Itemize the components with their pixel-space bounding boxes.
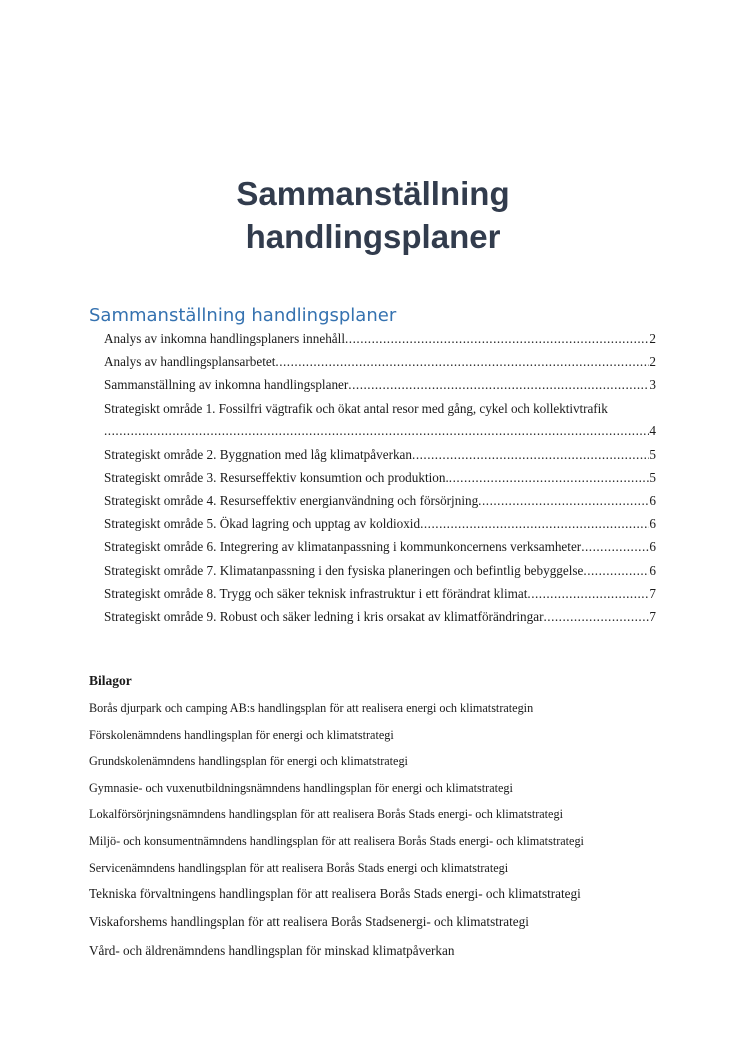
toc-leader-dots (348, 376, 649, 394)
toc-leader-dots (420, 515, 649, 533)
toc-entry-text: Strategiskt område 4. Resurseffektiv energianvändning och försörjning (104, 492, 479, 508)
toc-entry-page: 6 (649, 539, 656, 555)
toc-entry-page: 6 (649, 562, 656, 578)
page-title-line-2: handlingsplaner (245, 218, 501, 255)
toc-leader-dots (583, 562, 649, 580)
attachment-item: Förskolenämndens handlingsplan för energi och klimatstrategi (89, 727, 394, 742)
toc-entry-text: Analys av handlingsplansarbetet (104, 354, 276, 370)
toc-leader-dots (412, 446, 649, 464)
toc-leader-dots (345, 330, 649, 348)
toc-leader-dots (104, 422, 649, 440)
toc-entry-page: 5 (649, 469, 656, 485)
toc-entry[interactable] (104, 330, 656, 353)
toc-entry-text: Strategiskt område 8. Trygg och säker teknisk infrastruktur i ett förändrat klimat (104, 585, 528, 601)
toc-entry-page: 2 (649, 354, 656, 370)
toc-entry[interactable] (104, 538, 656, 561)
attachment-item: Lokalförsörjningsnämndens handlingsplan för att realisera Borås Stads energi- och klimatstrategi (89, 807, 563, 822)
attachment-item: Grundskolenämndens handlingsplan för energi och klimatstrategi (89, 754, 408, 769)
toc-entry-page: 3 (649, 377, 656, 393)
toc-entry-page: 2 (649, 331, 656, 346)
toc-entry-page: 7 (649, 608, 656, 624)
toc-leader-dots (275, 353, 649, 371)
toc-leader-dots (478, 492, 649, 510)
attachment-item: Miljö- och konsumentnämndens handlingsplan för att realisera Borås Stads energi- och klimatstrategi (89, 833, 584, 848)
attachment-item: Servicenämndens handlingsplan för att realisera Borås Stads energi och klimatstrategi (89, 860, 509, 875)
toc-entry-text: Strategiskt område 9. Robust och säker ledning i kris orsakat av klimatförändringar (104, 608, 544, 624)
toc-entry[interactable] (104, 585, 656, 608)
toc-entry-text: Strategiskt område 2. Byggnation med låg klimatpåverkan (104, 446, 413, 462)
toc-heading: Sammanställning handlingsplaner (89, 305, 397, 326)
toc-entry-text: Strategiskt område 5. Ökad lagring och upptag av koldioxid (104, 516, 421, 532)
toc-entry[interactable] (104, 353, 656, 376)
toc-entry-page: 6 (649, 492, 656, 508)
attachment-item: Vård- och äldrenämndens handlingsplan för minskad klimatpåverkan (89, 942, 455, 958)
page-title (0, 172, 746, 258)
toc-entry[interactable] (104, 562, 656, 585)
toc-entry-page: 6 (649, 516, 656, 532)
attachment-item: Gymnasie- och vuxenutbildningsnämndens handlingsplan för energi och klimatstrategi (89, 780, 513, 795)
toc-entry[interactable] (104, 446, 656, 469)
attachments-heading: Bilagor (89, 673, 132, 688)
attachment-item: Viskaforshems handlingsplan för att realisera Borås Stadsenergi- och klimatstrategi (89, 914, 529, 930)
toc-entry[interactable] (104, 376, 656, 399)
toc-entry-text: Strategiskt område 6. Integrering av klimatanpassning i kommunkoncernens verksamheter (104, 539, 582, 555)
toc-entry[interactable] (104, 400, 656, 446)
toc-entry[interactable] (104, 608, 656, 631)
toc-leader-dots (543, 608, 649, 626)
attachment-item: Borås djurpark och camping AB:s handlingsplan för att realisera energi och klimatstrategin (89, 701, 534, 715)
toc-entry[interactable] (104, 469, 656, 492)
attachment-item: Tekniska förvaltningens handlingsplan för att realisera Borås Stads energi- och klimatstrategi (89, 886, 581, 902)
attachments-list (89, 699, 689, 970)
toc-leader-dots (581, 538, 649, 556)
toc-leader-dots (449, 469, 650, 487)
toc-entry-page: 5 (649, 446, 656, 462)
toc-entry[interactable] (104, 492, 656, 515)
toc-entry-page: 4 (649, 422, 656, 438)
toc-entry-text: Strategiskt område 3. Resurseffektiv konsumtion och produktion. (104, 469, 449, 485)
toc-entry-page: 7 (649, 585, 656, 601)
toc-entry-text: Strategiskt område 1. Fossilfri vägtrafik och ökat antal resor med gång, cykel och kollektivtrafik (104, 400, 608, 416)
toc-entry-text: Sammanställning av inkomna handlingsplaner (104, 377, 349, 393)
page-title-line-1: Sammanställning (236, 175, 510, 212)
table-of-contents (104, 330, 656, 631)
toc-leader-dots (527, 585, 649, 603)
toc-entry-text: Strategiskt område 7. Klimatanpassning i den fysiska planeringen och befintlig bebyggelse (104, 562, 584, 578)
toc-entry-text: Analys av inkomna handlingsplaners innehåll (104, 331, 345, 346)
toc-entry[interactable] (104, 515, 656, 538)
